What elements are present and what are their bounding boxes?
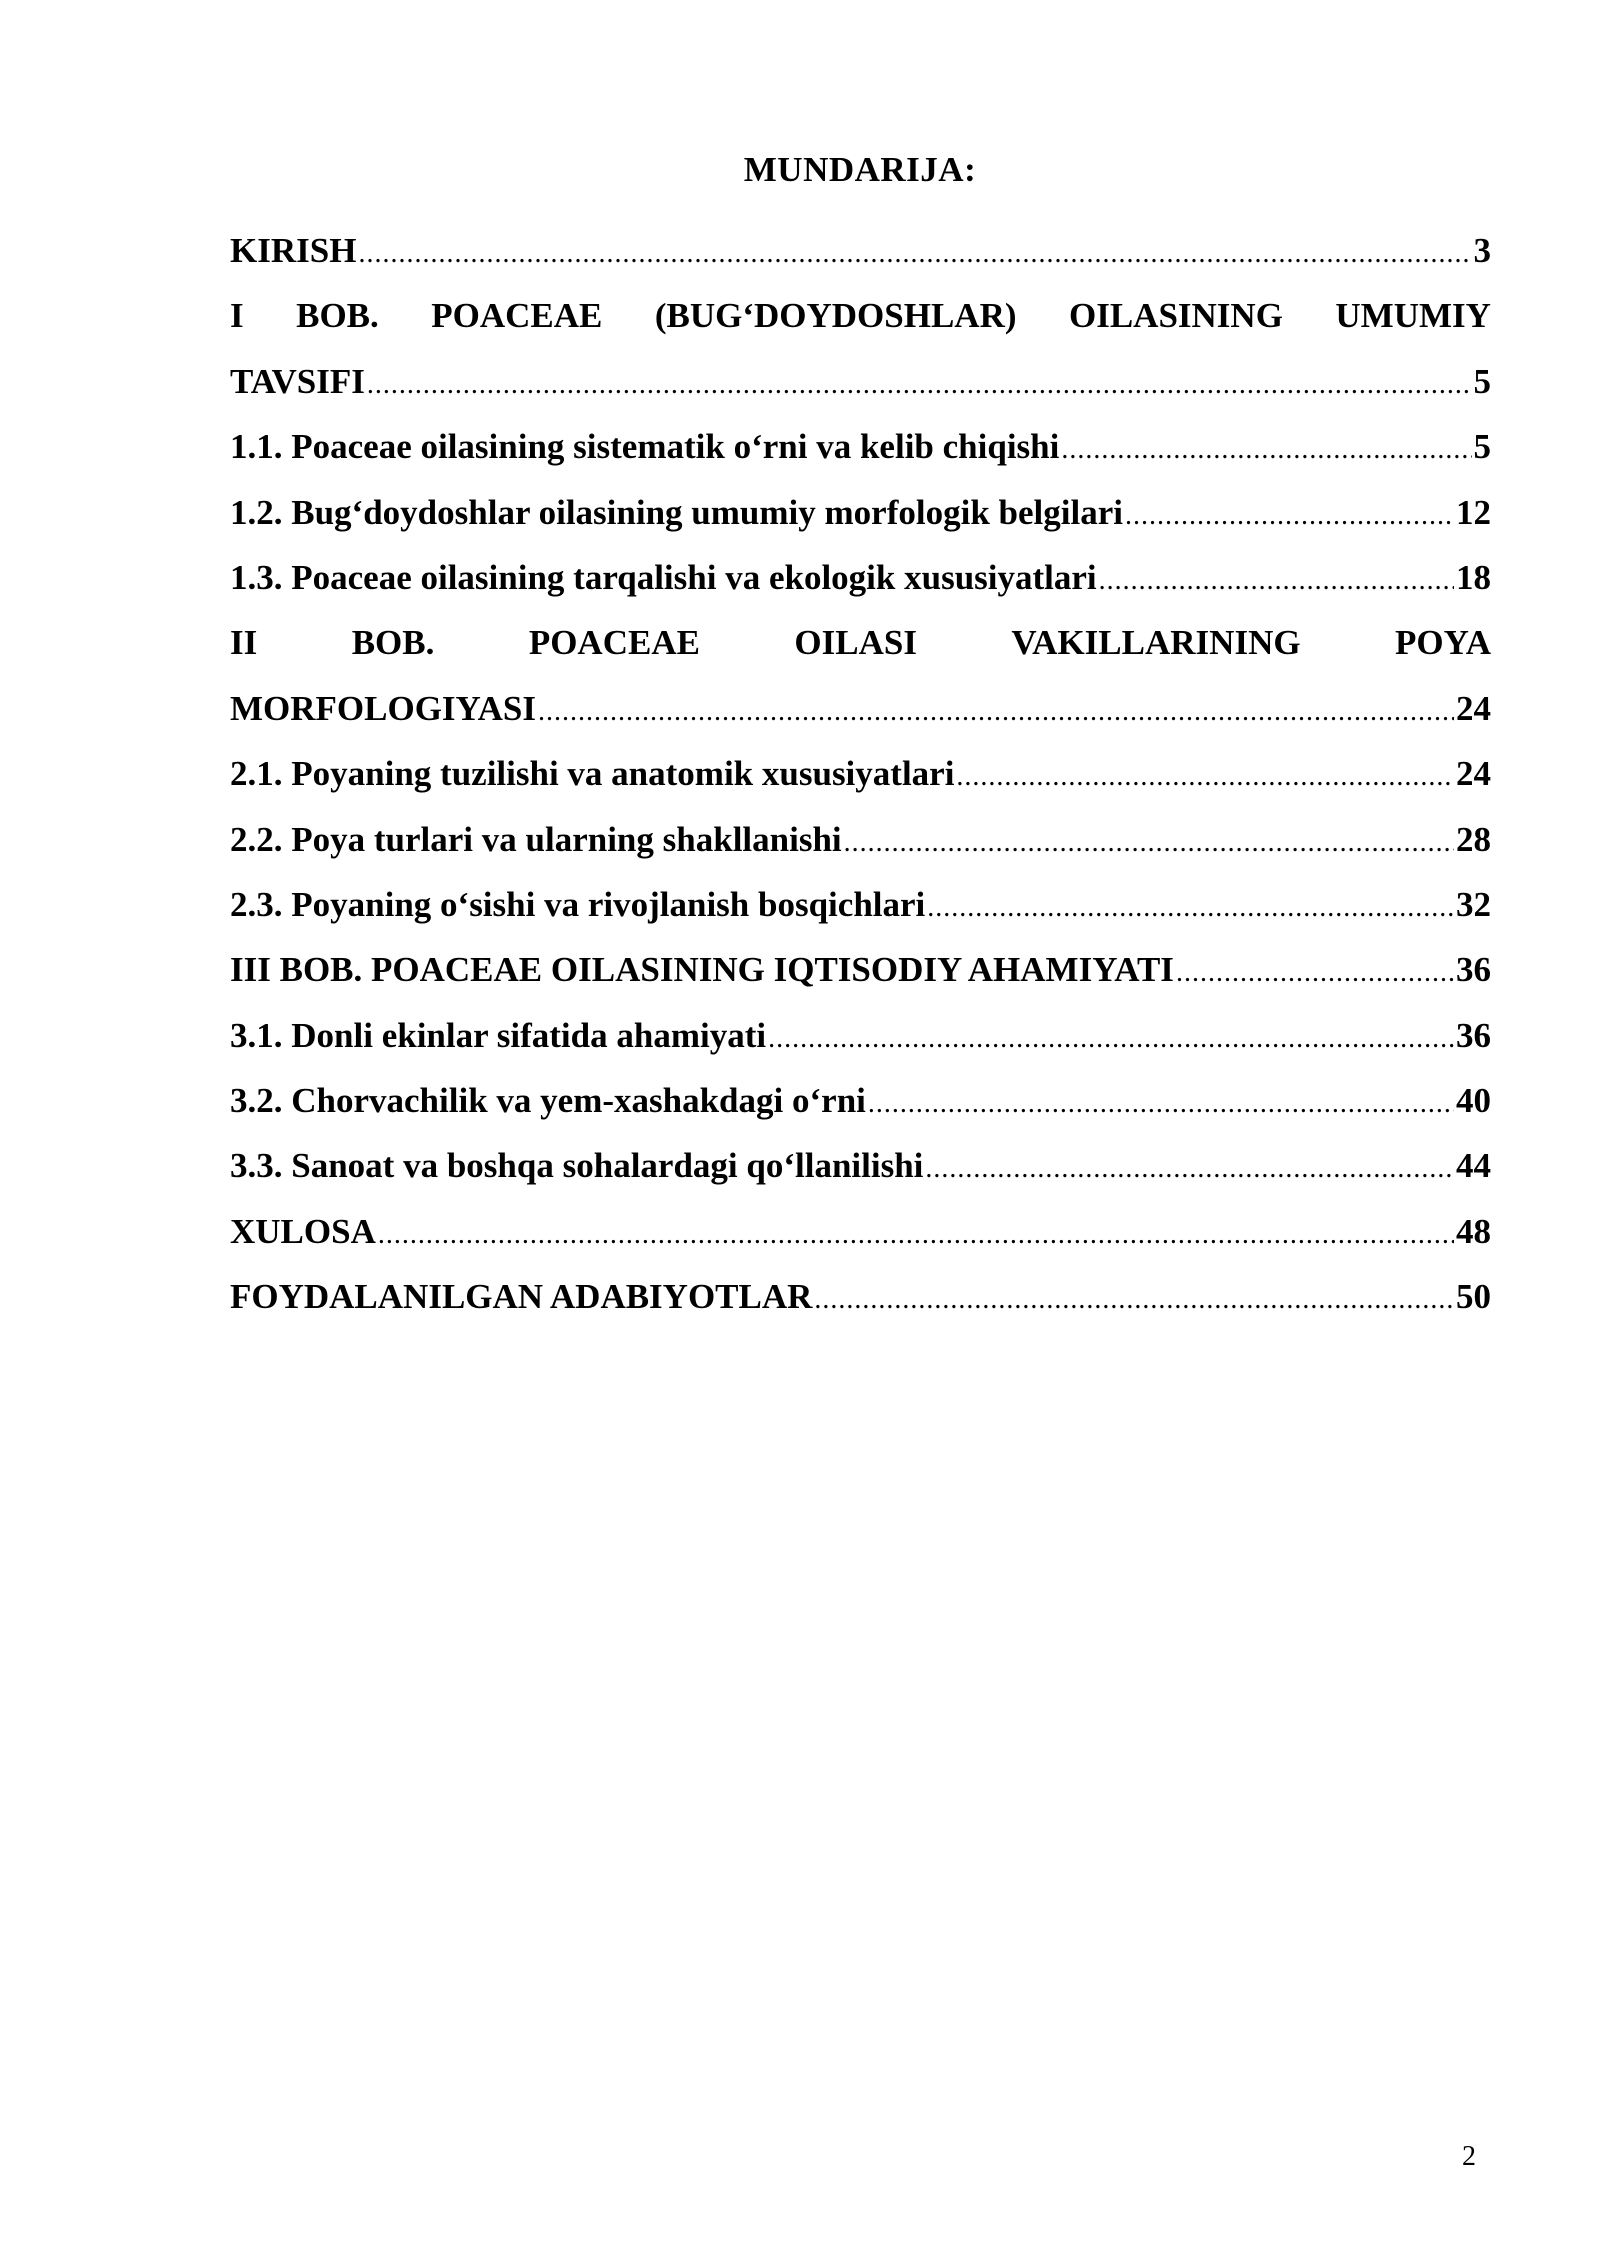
toc-entry-page: 18 — [1456, 557, 1491, 597]
toc-chapter-heading[interactable] — [230, 283, 1491, 348]
toc-entry-label: III BOB. POACEAE OILASINING IQTISODIY AHAMIYATI — [230, 950, 1174, 990]
table-of-contents — [230, 218, 1491, 1330]
heading-word: OILASI — [794, 623, 917, 663]
toc-leader-dots — [1176, 940, 1454, 1005]
heading-word: POYA — [1395, 623, 1491, 663]
toc-entry-label: 3.3. Sanoat va boshqa sohalardagi qo‘llanilishi — [230, 1146, 924, 1186]
toc-leader-dots — [1061, 417, 1471, 482]
toc-entry-label: 1.1. Poaceae oilasining sistematik o‘rni va kelib chiqishi — [230, 427, 1060, 467]
heading-word: (BUG‘DOYDOSHLAR) — [654, 296, 1017, 336]
toc-entry-label: MORFOLOGIYASI — [230, 688, 536, 728]
toc-entry-label: FOYDALANILGAN ADABIYOTLAR — [230, 1277, 813, 1317]
toc-entry[interactable] — [230, 545, 1491, 610]
toc-entry[interactable] — [230, 741, 1491, 806]
heading-word: OILASINING — [1068, 296, 1283, 336]
toc-entry-label: 1.3. Poaceae oilasining tarqalishi va ekologik xususiyatlari — [230, 557, 1097, 597]
heading-word: VAKILLARINING — [1011, 623, 1301, 663]
toc-leader-dots — [358, 221, 1471, 286]
page-number: 2 — [1462, 2141, 1476, 2172]
heading-word: BOB. — [296, 296, 379, 336]
toc-entry-page: 24 — [1456, 754, 1491, 794]
toc-entry[interactable] — [230, 480, 1491, 545]
toc-entry[interactable] — [230, 1133, 1491, 1198]
heading-word: POACEAE — [528, 623, 700, 663]
toc-entry-label: 2.2. Poya turlari va ularning shakllanishi — [230, 819, 842, 859]
toc-entry[interactable] — [230, 937, 1491, 1002]
heading-word: POACEAE — [431, 296, 603, 336]
toc-entry-label: 2.1. Poyaning tuzilishi va anatomik xususiyatlari — [230, 754, 955, 794]
toc-title: MUNDARIJA: — [743, 150, 977, 189]
toc-entry-label: TAVSIFI — [230, 361, 365, 401]
toc-entry[interactable] — [230, 1199, 1491, 1264]
heading-word: BOB. — [351, 623, 435, 663]
toc-entry-page: 40 — [1456, 1081, 1491, 1121]
toc-leader-dots — [367, 352, 1472, 417]
toc-entry[interactable] — [230, 414, 1491, 479]
toc-leader-dots — [844, 810, 1454, 875]
toc-entry-page: 48 — [1456, 1211, 1491, 1251]
toc-entry-label: 3.2. Chorvachilik va yem-xashakdagi o‘rni — [230, 1081, 866, 1121]
toc-entry[interactable] — [230, 218, 1491, 283]
heading-word: UMUMIY — [1335, 296, 1491, 336]
toc-leader-dots — [927, 875, 1454, 940]
toc-entry[interactable] — [230, 1003, 1491, 1068]
toc-leader-dots — [868, 1071, 1454, 1136]
toc-entry-label: 1.2. Bug‘doydoshlar oilasining umumiy morfologik belgilari — [230, 492, 1123, 532]
toc-entry-label: XULOSA — [230, 1211, 376, 1251]
toc-entry-page: 32 — [1456, 884, 1491, 924]
toc-entry-page: 24 — [1456, 688, 1491, 728]
toc-leader-dots — [814, 1267, 1454, 1332]
toc-leader-dots — [768, 1006, 1454, 1071]
heading-word: II — [230, 623, 258, 663]
toc-entry-label: 3.1. Donli ekinlar sifatida ahamiyati — [230, 1015, 767, 1055]
toc-leader-dots — [925, 1136, 1454, 1201]
toc-leader-dots — [1099, 548, 1454, 613]
toc-leader-dots — [956, 744, 1454, 809]
toc-entry[interactable] — [230, 872, 1491, 937]
toc-leader-dots — [1125, 483, 1454, 548]
toc-chapter-heading[interactable] — [230, 610, 1491, 675]
toc-entry[interactable] — [230, 676, 1491, 741]
toc-entry-label: KIRISH — [230, 231, 357, 270]
toc-leader-dots — [538, 679, 1454, 744]
toc-entry-page: 5 — [1473, 361, 1491, 401]
toc-entry[interactable] — [230, 1068, 1491, 1133]
toc-entry[interactable] — [230, 1264, 1491, 1329]
toc-entry-page: 36 — [1456, 950, 1491, 990]
toc-entry-page: 5 — [1473, 427, 1491, 467]
toc-entry[interactable] — [230, 807, 1491, 872]
toc-entry-page: 12 — [1456, 492, 1491, 532]
toc-entry-page: 28 — [1456, 819, 1491, 859]
toc-entry-label: 2.3. Poyaning o‘sishi va rivojlanish bosqichlari — [230, 884, 926, 924]
toc-entry-page: 44 — [1456, 1146, 1491, 1186]
toc-entry-page: 36 — [1456, 1015, 1491, 1055]
toc-entry-page: 3 — [1473, 231, 1491, 270]
toc-entry[interactable] — [230, 349, 1491, 414]
heading-word: I — [230, 296, 244, 336]
toc-leader-dots — [378, 1202, 1454, 1267]
toc-entry-page: 50 — [1456, 1277, 1491, 1317]
